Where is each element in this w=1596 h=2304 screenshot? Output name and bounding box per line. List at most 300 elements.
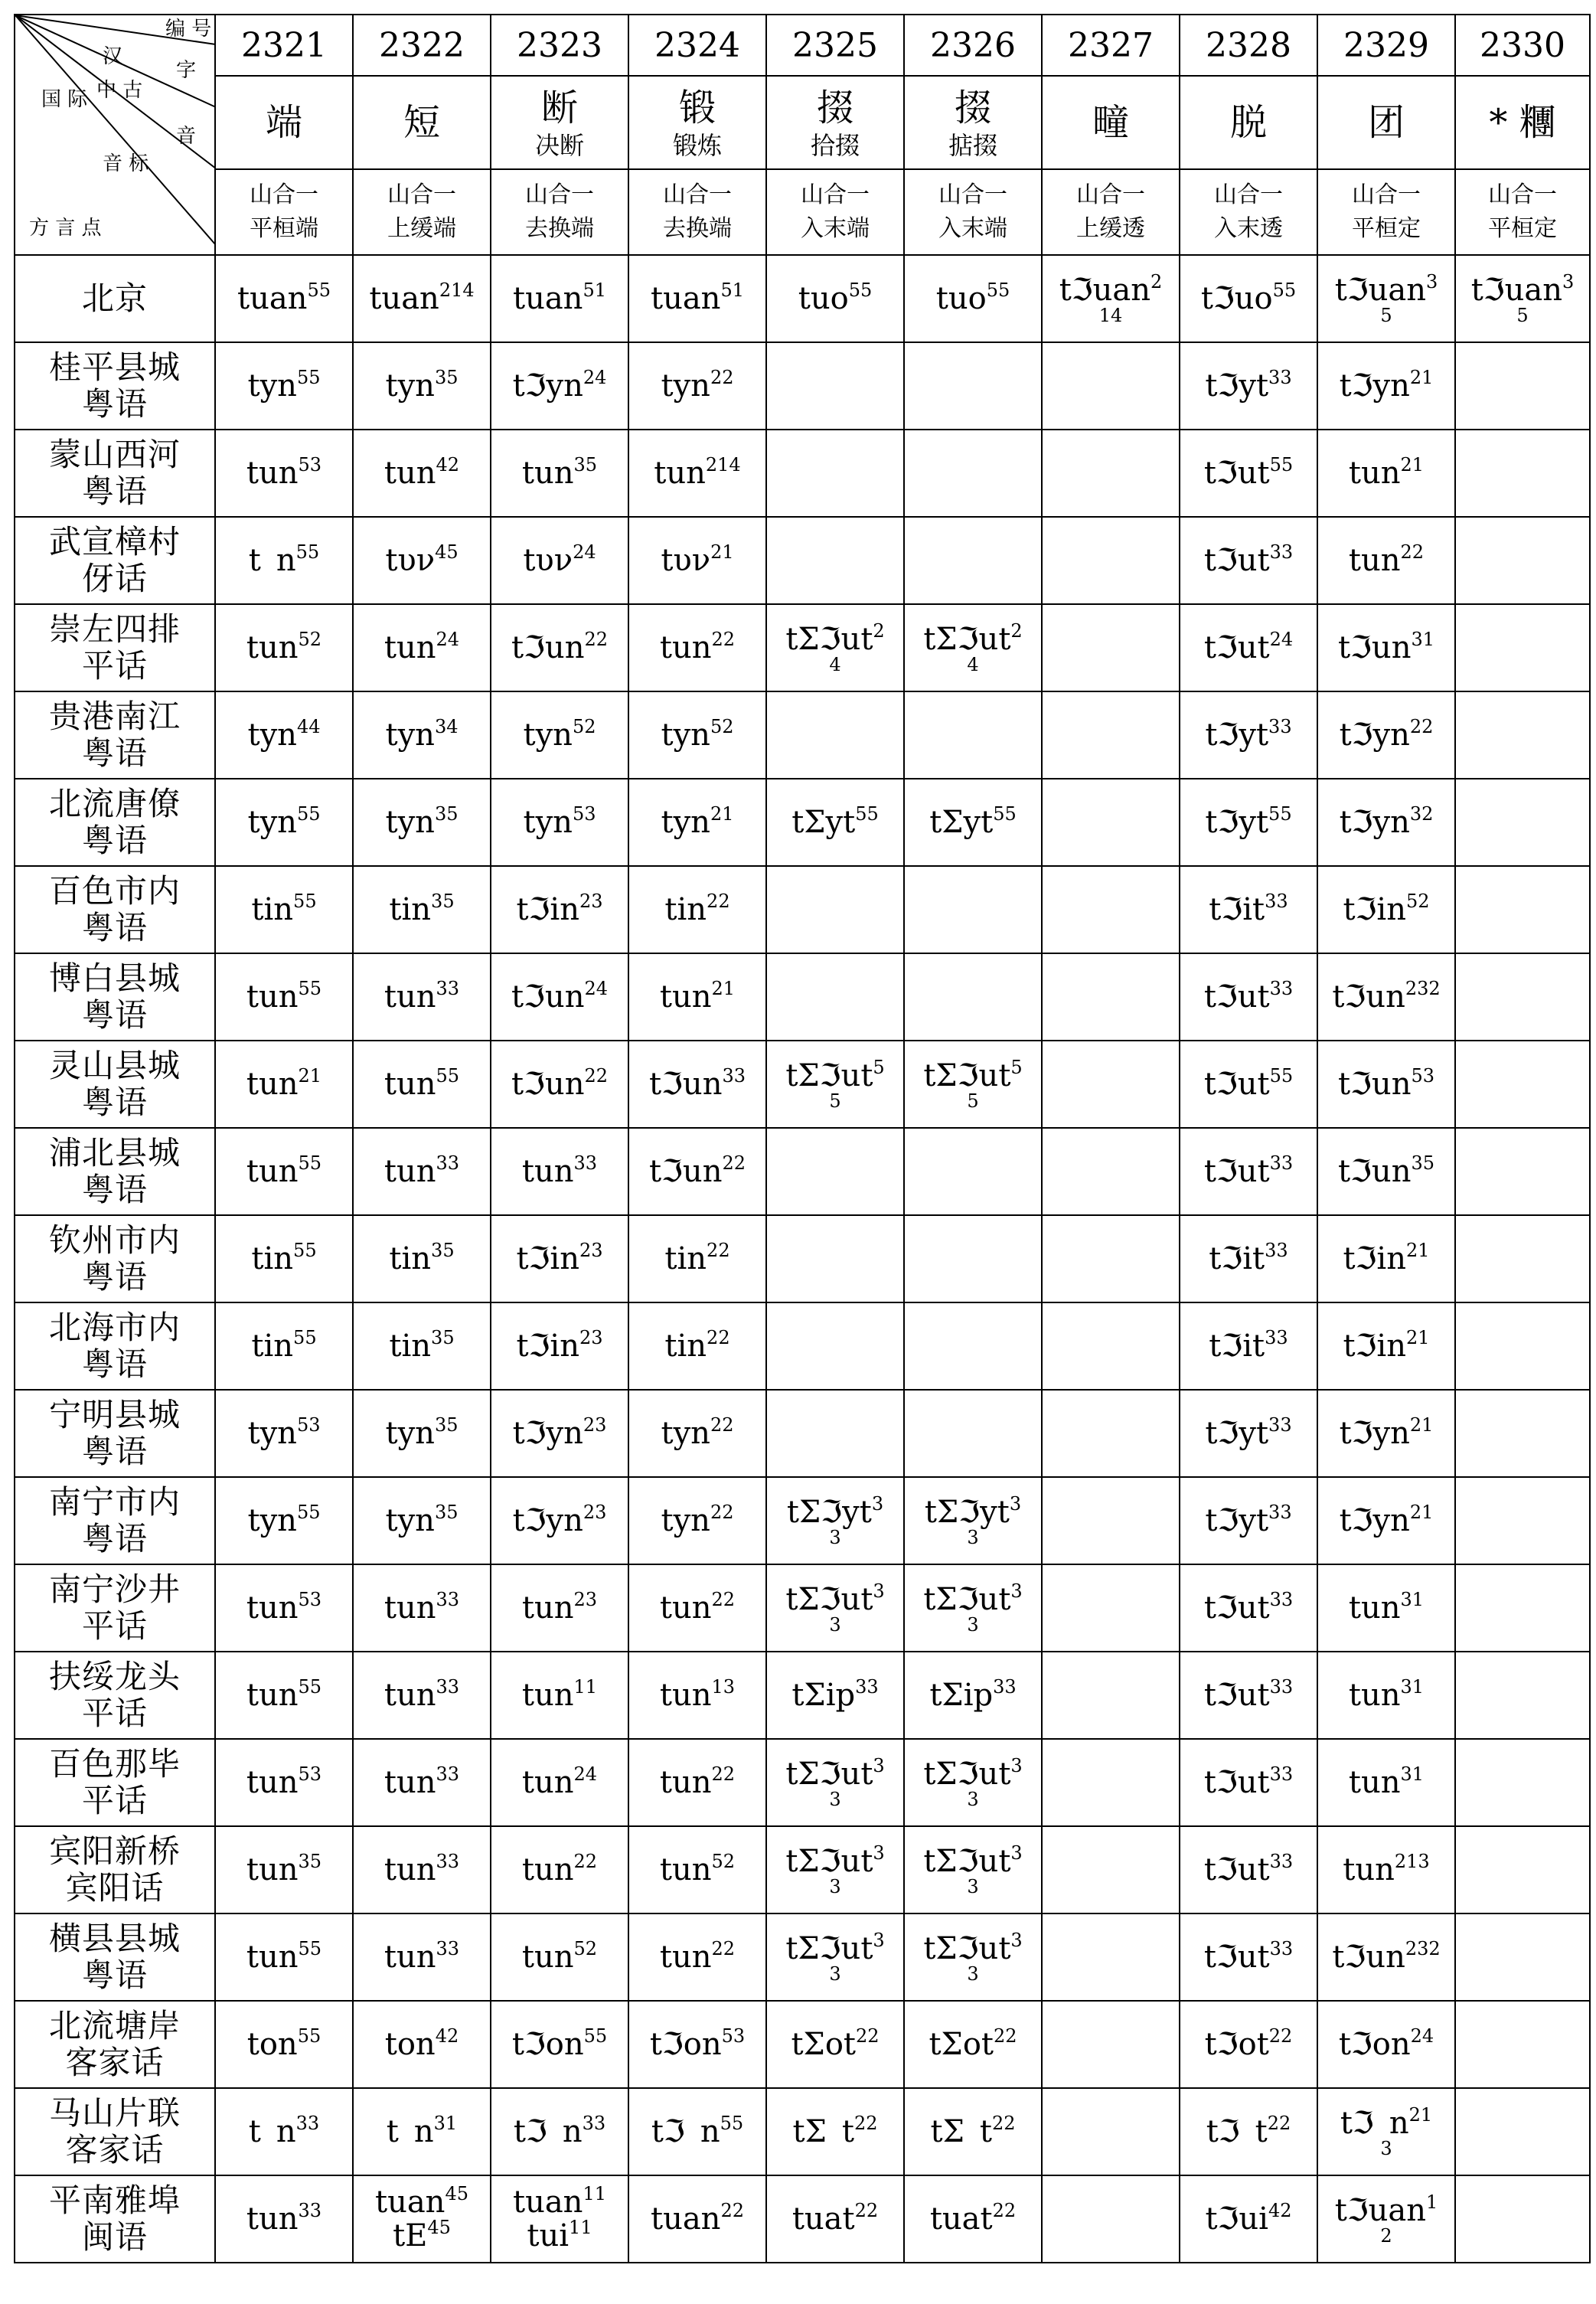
pronunciation	[1318, 369, 1454, 403]
syllable: tΣℑut	[923, 1844, 1011, 1879]
tone-number: 23	[583, 1502, 607, 1523]
syllable: tℑut	[1203, 1590, 1270, 1626]
column-character: 断	[540, 87, 578, 129]
pronunciation-cell	[904, 1041, 1042, 1128]
pronunciation-cell	[766, 1739, 904, 1826]
syllable: tuan	[237, 281, 308, 316]
syllable: tΣ t	[792, 2114, 854, 2149]
pronunciation-cell	[215, 604, 353, 691]
syllable: tuan	[651, 281, 721, 316]
pronunciation	[1180, 279, 1317, 316]
syllable: tℑuan	[1334, 2193, 1427, 2228]
tone-number: 21	[1405, 1327, 1430, 1348]
pronunciation	[1456, 273, 1589, 324]
tone-number: 51	[720, 279, 744, 301]
pronunciation	[1318, 1242, 1454, 1276]
syllable: tℑyn	[1339, 717, 1410, 753]
tone-number: 55	[855, 803, 879, 825]
pronunciation	[629, 1763, 765, 1800]
pronunciation	[216, 1242, 352, 1276]
pronunciation-cell	[1317, 517, 1455, 604]
table-row	[15, 255, 1590, 342]
pronunciation	[1318, 2191, 1454, 2247]
mc-line-2: 平桓端	[250, 215, 318, 242]
pronunciation-cell	[1317, 430, 1455, 517]
syllable: tun	[246, 1067, 299, 1102]
pronunciation-cell	[215, 342, 353, 430]
pronunciation-cell	[491, 2001, 628, 2088]
tone-number: 23	[573, 1589, 598, 1610]
pronunciation	[767, 1495, 903, 1546]
column-middle-chinese	[628, 169, 766, 255]
tone-number: 2	[1150, 271, 1163, 292]
pronunciation-cell	[1042, 953, 1180, 1041]
tone-number: 55	[1269, 454, 1294, 476]
syllable: tun	[521, 1678, 574, 1713]
syllable: tun	[383, 1940, 436, 1975]
pronunciation	[216, 2115, 352, 2149]
syllable: tuo	[935, 281, 987, 316]
pronunciation	[216, 1329, 352, 1363]
syllable: tℑit	[1209, 892, 1265, 927]
dialect-location	[15, 1477, 215, 1564]
pronunciation	[905, 2202, 1041, 2236]
pronunciation-cell	[1042, 430, 1180, 517]
syllable: tyn	[385, 1416, 435, 1451]
pronunciation	[354, 1763, 490, 1800]
syllable: tun	[246, 1154, 299, 1189]
pronunciation-cell	[766, 430, 904, 517]
pronunciation-cell	[1042, 779, 1180, 866]
tone-number: 24	[573, 541, 596, 563]
tone-number: 33	[1265, 1240, 1288, 1261]
syllable: tℑyn	[1339, 368, 1410, 404]
dialect-name: 粤语	[81, 1345, 148, 1383]
tone-number: 33	[436, 978, 460, 999]
syllable: t n	[248, 2114, 296, 2149]
pronunciation-cell	[353, 2088, 491, 2175]
tone-number: 22	[1268, 2025, 1293, 2047]
syllable: tuo	[798, 281, 849, 316]
syllable: tun	[659, 1852, 712, 1887]
dialect-location	[15, 1128, 215, 1215]
mc-line-2: 平桓定	[1352, 215, 1421, 242]
tone-number: 35	[1411, 1152, 1435, 1174]
location-name: 钦州市内	[48, 1221, 181, 1259]
pronunciation	[491, 456, 628, 490]
table-row	[15, 779, 1590, 866]
tone-number: 45	[435, 541, 459, 563]
syllable: tℑut	[1203, 1154, 1270, 1189]
mc-line-2: 去换端	[525, 215, 594, 242]
tone-number: 2	[1010, 620, 1023, 642]
pronunciation-cell	[1180, 1041, 1317, 1128]
pronunciation	[1318, 456, 1454, 490]
tone-number: 55	[298, 1676, 322, 1698]
syllable: tin	[389, 1241, 432, 1276]
column-example-word: 决断	[534, 131, 584, 160]
tone-number: 35	[434, 367, 459, 388]
pronunciation	[629, 803, 765, 840]
pronunciation-cell	[1317, 866, 1455, 953]
pronunciation-cell	[1180, 604, 1317, 691]
syllable: tun	[246, 1940, 299, 1975]
pronunciation	[1180, 456, 1317, 490]
tone-number: 22	[853, 2113, 878, 2134]
mc-line-1: 山合一	[1214, 181, 1283, 208]
pronunciation-cell	[1455, 517, 1590, 604]
pronunciation-cell	[766, 1302, 904, 1390]
tone-number: 53	[296, 1414, 321, 1436]
pronunciation	[1318, 803, 1454, 840]
syllable: tuan	[513, 2185, 583, 2220]
syllable: tΣℑut	[923, 1058, 1011, 1093]
location-name: 桂平县城	[48, 348, 181, 386]
syllable: tun	[246, 979, 299, 1015]
syllable: t n	[386, 2114, 434, 2149]
pronunciation-cell	[904, 2088, 1042, 2175]
pronunciation	[491, 2025, 628, 2062]
dialect-name: 粤语	[81, 1433, 148, 1470]
pronunciation-cell	[628, 1128, 766, 1215]
pronunciation-cell	[353, 691, 491, 779]
column-number: 2329	[1317, 15, 1455, 76]
pronunciation-cell	[628, 2088, 766, 2175]
tone-number: 22	[584, 1065, 609, 1087]
pronunciation-cell	[215, 866, 353, 953]
pronunciation-cell	[1455, 1302, 1590, 1390]
syllable: tun	[383, 1154, 436, 1189]
pronunciation-cell	[904, 866, 1042, 953]
syllable: tin	[664, 1241, 707, 1276]
pronunciation-cell	[628, 1041, 766, 1128]
tone-number: 3	[1010, 1580, 1023, 1602]
tone-number: 33	[1268, 1414, 1292, 1436]
syllable: tin	[389, 1328, 432, 1364]
pronunciation-cell	[353, 1477, 491, 1564]
tone-number: 33	[1269, 1851, 1294, 1872]
pronunciation-cell	[1180, 779, 1317, 866]
tone-number: 2	[873, 620, 885, 642]
pronunciation-cell	[1455, 2088, 1590, 2175]
table-row	[15, 691, 1590, 779]
pronunciation-cell	[904, 1128, 1042, 1215]
mc-line-1: 山合一	[1076, 181, 1145, 208]
pronunciation-cell	[766, 2001, 904, 2088]
syllable: tun	[246, 456, 299, 491]
tone-number: 33	[1265, 891, 1288, 912]
pronunciation-cell	[1317, 1390, 1455, 1477]
pronunciation-cell	[1180, 953, 1317, 1041]
tone-number: 5	[1010, 1057, 1023, 1078]
pronunciation-cell	[491, 866, 628, 953]
pronunciation-cell	[353, 866, 491, 953]
tone-number: 21	[1409, 367, 1434, 388]
dialect-location	[15, 1390, 215, 1477]
column-number: 2322	[353, 15, 491, 76]
pronunciation-cell	[628, 1302, 766, 1390]
pronunciation	[905, 1059, 1041, 1110]
tone-number: 31	[1400, 1589, 1425, 1610]
pronunciation-cell	[1317, 779, 1455, 866]
tone-number: 23	[579, 1327, 603, 1348]
pronunciation-cell	[1180, 430, 1317, 517]
column-example-word: 拾掇	[810, 131, 860, 160]
pronunciation-cell	[1455, 1215, 1590, 1302]
pronunciation-cell	[491, 430, 628, 517]
pronunciation	[905, 279, 1041, 316]
pronunciation-cell	[1317, 1913, 1455, 2001]
syllable: tyn	[661, 1416, 710, 1451]
syllable: tℑut	[1203, 543, 1270, 578]
syllable: tyn	[661, 805, 710, 840]
mc-line-1: 山合一	[387, 181, 456, 208]
pronunciation-cell	[1042, 342, 1180, 430]
column-character-cell	[628, 76, 766, 169]
table-row	[15, 953, 1590, 1041]
syllable: tΣyt	[929, 805, 994, 840]
pronunciation-cell	[628, 953, 766, 1041]
pronunciation	[354, 718, 490, 752]
pronunciation-cell	[904, 1390, 1042, 1477]
table-row	[15, 1128, 1590, 1215]
syllable: tΣip	[929, 1678, 994, 1713]
pronunciation-cell	[353, 2175, 491, 2263]
pronunciation	[216, 1591, 352, 1625]
syllable: tun	[246, 1590, 299, 1626]
pronunciation-cell	[1455, 604, 1590, 691]
pronunciation	[629, 980, 765, 1014]
tone-number: 31	[1411, 629, 1435, 650]
pronunciation-cell	[1455, 2175, 1590, 2263]
column-number: 2324	[628, 15, 766, 76]
pronunciation	[1318, 1853, 1454, 1887]
location-name: 灵山县城	[48, 1047, 181, 1084]
dialect-name: 平话	[81, 1782, 148, 1819]
pronunciation-cell	[353, 1652, 491, 1739]
pronunciation-cell	[491, 1302, 628, 1390]
dialect-name: 客家话	[65, 2131, 165, 2168]
pronunciation	[491, 1414, 628, 1451]
pronunciation	[905, 1678, 1041, 1712]
pronunciation	[1318, 631, 1454, 665]
pronunciation-cell	[1317, 1041, 1455, 1128]
pronunciation	[216, 1414, 352, 1451]
syllable: tΣℑut	[785, 1058, 873, 1093]
pronunciation-cell	[353, 255, 491, 342]
syllable: tℑin	[1343, 1241, 1406, 1276]
column-character-cell	[1455, 76, 1590, 169]
tone-number: 31	[1400, 1676, 1425, 1698]
tone-number: 24	[1269, 629, 1294, 650]
pronunciation	[1318, 980, 1454, 1014]
tone-number: 22	[855, 2025, 880, 2047]
tone-number: 33	[295, 2113, 320, 2134]
dialect-location	[15, 866, 215, 953]
syllable: tin	[389, 892, 432, 927]
syllable: tΣℑut	[923, 1931, 1011, 1966]
pronunciation-cell	[1180, 1652, 1317, 1739]
pronunciation-cell	[1455, 1652, 1590, 1739]
pronunciation-cell	[1180, 866, 1317, 953]
pronunciation-cell	[353, 342, 491, 430]
dialect-name: 粤语	[81, 1258, 148, 1296]
pronunciation	[767, 2025, 903, 2062]
pronunciation-cell	[1317, 255, 1455, 342]
pronunciation-cell	[1317, 1477, 1455, 1564]
pronunciation-cell	[766, 604, 904, 691]
mc-line-1: 山合一	[938, 181, 1007, 208]
pronunciation-cell	[766, 1913, 904, 2001]
tone-number: 13	[711, 1676, 736, 1698]
dialect-name: 粤语	[81, 472, 148, 510]
pronunciation-cell	[215, 691, 353, 779]
table-row	[15, 1041, 1590, 1128]
dialect-location	[15, 953, 215, 1041]
tone-number: 33	[436, 1152, 460, 1174]
pronunciation	[1180, 1763, 1317, 1800]
mc-line-2: 上缓端	[387, 215, 456, 242]
pronunciation-cell	[353, 1302, 491, 1390]
syllable: tℑyn	[512, 1503, 583, 1538]
pronunciation-cell	[1180, 1477, 1317, 1564]
pronunciation-cell	[904, 255, 1042, 342]
tone-number: 11	[573, 1676, 598, 1698]
syllable: tℑun	[1337, 1154, 1412, 1189]
pronunciation-cell	[628, 691, 766, 779]
tone-number: 55	[293, 1240, 317, 1261]
pronunciation	[1180, 631, 1317, 665]
dialect-name: 闽语	[81, 2218, 148, 2256]
mc-line-2: 入末透	[1214, 215, 1283, 242]
tone-continuation: 5	[829, 1090, 841, 1112]
syllable: tyn	[247, 1503, 297, 1538]
syllable: tℑyt	[1205, 717, 1269, 753]
tone-number: 3	[1009, 1493, 1022, 1515]
syllable: tun	[1348, 1590, 1401, 1626]
syllable: tun	[246, 1678, 299, 1713]
pronunciation	[767, 1842, 903, 1897]
mc-line-2: 入末端	[938, 215, 1007, 242]
column-example-word: 掂掇	[948, 131, 997, 160]
pronunciation-cell	[1180, 1913, 1317, 2001]
pronunciation	[629, 1242, 765, 1276]
tone-number: 45	[427, 2217, 451, 2238]
tone-number: 21	[1400, 454, 1425, 476]
tone-number: 32	[1409, 803, 1434, 825]
tone-continuation: 2	[1380, 2225, 1392, 2247]
pronunciation	[216, 631, 352, 665]
syllable: tℑin	[516, 1241, 579, 1276]
pronunciation	[354, 803, 490, 840]
syllable: tun	[659, 630, 712, 665]
pronunciation	[1180, 803, 1317, 840]
tone-number: 24	[573, 1763, 598, 1785]
pronunciation	[354, 2025, 490, 2062]
tone-number: 21	[710, 541, 734, 563]
syllable: tℑon	[1338, 2027, 1411, 2062]
pronunciation-cell	[215, 2175, 353, 2263]
location-name: 武宣樟村	[48, 523, 181, 560]
location-name: 浦北县城	[48, 1134, 181, 1172]
pronunciation-cell	[1042, 1215, 1180, 1302]
pronunciation	[1180, 2202, 1317, 2236]
pronunciation	[491, 1853, 628, 1887]
syllable: tun	[1348, 1678, 1401, 1713]
tone-number: 23	[579, 891, 603, 912]
syllable: tΣot	[929, 2027, 994, 2062]
syllable: tyn	[247, 717, 297, 753]
tone-number: 55	[297, 2025, 321, 2047]
dialect-location	[15, 430, 215, 517]
tone-number: 33	[1269, 1763, 1294, 1785]
syllable: tyn	[385, 1503, 435, 1538]
tone-number: 22	[711, 1938, 736, 1959]
syllable: tyn	[247, 1416, 297, 1451]
pronunciation	[629, 718, 765, 752]
pronunciation	[1180, 1591, 1317, 1625]
pronunciation	[767, 1930, 903, 1985]
syllable: tun	[383, 456, 436, 491]
column-number: 2327	[1042, 15, 1180, 76]
tone-number: 24	[584, 978, 609, 999]
tone-number: 35	[431, 891, 455, 912]
tone-number: 21	[298, 1065, 322, 1087]
table-row	[15, 1739, 1590, 1826]
tone-number: 55	[296, 367, 321, 388]
dialect-name: 粤语	[81, 1520, 148, 1557]
pronunciation	[491, 1152, 628, 1189]
syllable: tun	[659, 1940, 712, 1975]
tone-number: 33	[1269, 978, 1294, 999]
pronunciation	[629, 2115, 765, 2149]
syllable: tun	[383, 1765, 436, 1800]
pronunciation	[629, 1067, 765, 1101]
tone-number: 21	[1405, 1240, 1430, 1261]
pronunciation	[629, 1940, 765, 1974]
tone-number: 33	[436, 1938, 460, 1959]
tone-continuation: 3	[829, 1527, 841, 1548]
tone-number: 22	[710, 1414, 734, 1436]
location-name: 南宁沙井	[48, 1570, 181, 1608]
column-number: 2323	[491, 15, 628, 76]
pronunciation	[491, 980, 628, 1014]
pronunciation	[491, 2185, 628, 2219]
pronunciation-cell	[491, 1215, 628, 1302]
pronunciation	[216, 1853, 352, 1887]
syllable: tΣℑut	[785, 1582, 873, 1617]
pronunciation	[629, 1152, 765, 1189]
pronunciation	[629, 456, 765, 490]
syllable: tun	[659, 979, 712, 1015]
tone-number: 55	[295, 541, 320, 563]
tone-number: 22	[720, 2200, 744, 2221]
pronunciation-cell	[215, 430, 353, 517]
pronunciation-cell	[1317, 953, 1455, 1041]
pronunciation-cell	[1180, 2001, 1317, 2088]
syllable: tun	[659, 1765, 712, 1800]
pronunciation-cell	[1042, 1826, 1180, 1913]
column-number: 2321	[215, 15, 353, 76]
pronunciation	[216, 1763, 352, 1800]
pronunciation	[767, 279, 903, 316]
dialect-location	[15, 779, 215, 866]
syllable: tyn	[247, 368, 297, 404]
pronunciation	[354, 1152, 490, 1189]
tone-number: 33	[1269, 1938, 1294, 1959]
pronunciation-cell	[215, 1564, 353, 1652]
column-number: 2326	[904, 15, 1042, 76]
